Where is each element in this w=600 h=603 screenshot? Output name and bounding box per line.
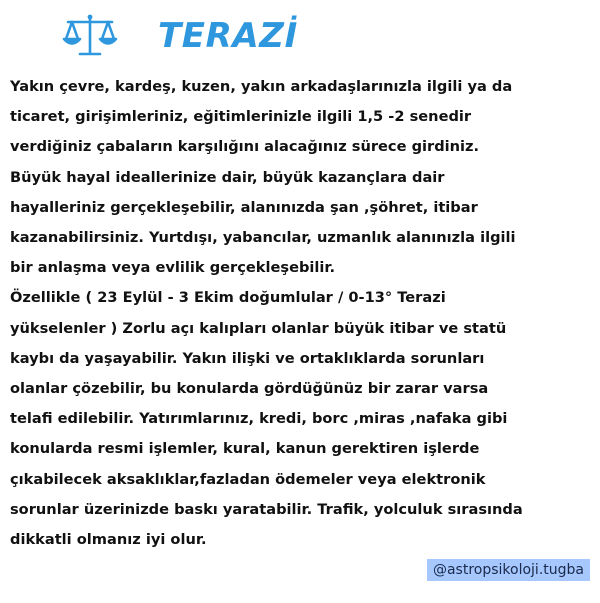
horoscope-text [10,72,595,555]
libra-scales-icon [62,12,118,60]
text-line: konularda resmi işlemler, kural, kanun gerektiren işlerde [10,440,480,458]
text-line: Büyük hayal ideallerinize dair, büyük kazançlara dair [10,168,445,186]
text-line: çıkabilecek aksaklıklar,fazladan ödemeler veya elektronik [10,470,486,488]
page-title: TERAZİ [158,16,298,56]
text-line: ticaret, girişimleriniz, eğitimlerinizle ilgili 1,5 -2 senedir [10,108,472,126]
text-line: verdiğiniz çabaların karşılığını alacağınız sürece girdiniz. [10,138,480,156]
text-line: sorunlar üzerinizde baskı yaratabilir. Trafik, yolculuk sırasında [10,500,523,518]
account-handle: @astropsikoloji.tugba [427,559,590,581]
text-line: telafi edilebilir. Yatırımlarınız, kredi, borc ,miras ,nafaka gibi [10,410,508,428]
text-line: dikkatli olmanız iyi olur. [10,531,207,549]
header [0,0,600,72]
text-line: olanlar çözebilir, bu konularda gördüğünüz bir zarar varsa [10,380,489,398]
text-line: kaybı da yaşayabilir. Yakın ilişki ve ortaklıklarda sorunları [10,349,485,367]
text-line: bir anlaşma veya evlilik gerçekleşebilir. [10,259,336,277]
text-line: yükselenler ) Zorlu açı kalıpları olanlar büyük itibar ve statü [10,319,507,337]
text-line: hayalleriniz gerçekleşebilir, alanınızda şan ,şöhret, itibar [10,198,478,216]
text-line: Özellikle ( 23 Eylül - 3 Ekim doğumlular / 0-13° Terazi [10,289,446,307]
text-line: Yakın çevre, kardeş, kuzen, yakın arkadaşlarınızla ilgili ya da [10,78,513,95]
text-line: kazanabilirsiniz. Yurtdışı, yabancılar, uzmanlık alanınızla ilgili [10,229,516,247]
